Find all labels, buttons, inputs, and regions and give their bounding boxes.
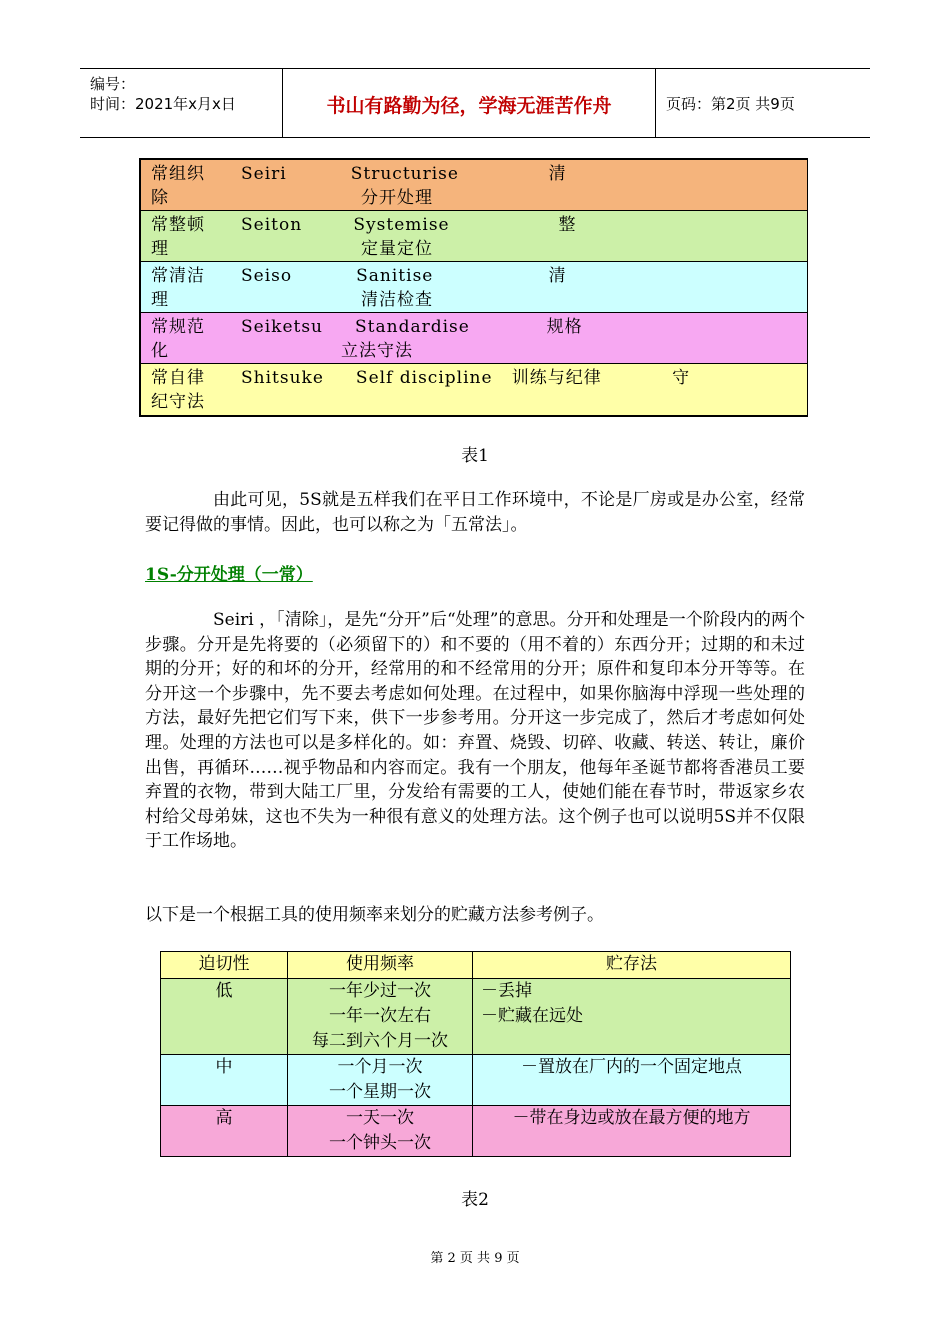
cell-meaning: 定量定位 <box>361 239 433 259</box>
method-line: －贮藏在远处 <box>481 1006 583 1026</box>
cell-urgency: 中 <box>161 1055 288 1106</box>
table1-caption: 表1 <box>461 446 489 466</box>
cell-details: Seiton Systemise 整 <box>241 215 577 235</box>
freq-line: 一个星期一次 <box>329 1082 431 1102</box>
cell-term-cont: 理 <box>151 239 169 259</box>
cell-term-cont: 除 <box>151 188 169 208</box>
header-page-cell <box>656 69 870 137</box>
table-row <box>161 1055 791 1106</box>
number-label: 编号： <box>90 75 136 93</box>
cell-details: Seiri Structurise 清 <box>241 164 567 184</box>
motto: 书山有路勤为径，学海无涯苦作舟 <box>326 95 612 117</box>
table-row <box>161 979 791 1055</box>
cell-urgency: 高 <box>161 1106 288 1157</box>
method-line: －带在身边或放在最方便的地方 <box>512 1108 751 1128</box>
paragraph-table-intro: 以下是一个根据工具的使用频率来划分的贮藏方法参考例子。 <box>145 905 604 925</box>
col-header-frequency: 使用频率 <box>288 952 473 979</box>
cell-method <box>473 979 791 1055</box>
cell-meaning: 清洁检查 <box>361 290 433 310</box>
cell-frequency <box>288 1055 473 1106</box>
cell-term-cont: 化 <box>151 341 169 361</box>
cell-term-cont: 理 <box>151 290 169 310</box>
table-row <box>141 160 807 211</box>
table-header-row <box>161 952 791 979</box>
freq-line: 一个钟头一次 <box>329 1133 431 1153</box>
freq-line: 每二到六个月一次 <box>312 1031 448 1051</box>
cell-term: 常自律 <box>151 368 205 388</box>
cell-urgency: 低 <box>161 979 288 1055</box>
cell-details: Seiketsu Standardise 规格 <box>241 317 583 337</box>
cell-meaning: 立法守法 <box>341 341 413 361</box>
section-heading: 1S-分开处理（一常） <box>145 565 313 585</box>
page-footer: 第 2 页 共 9 页 <box>430 1251 520 1266</box>
cell-term: 常组织 <box>151 164 205 184</box>
freq-line: 一年少过一次 <box>329 981 431 1001</box>
header-motto-cell <box>283 69 656 137</box>
table-row <box>161 1106 791 1157</box>
cell-term: 常清洁 <box>151 266 205 286</box>
freq-line: 一天一次 <box>346 1108 414 1128</box>
table2-caption: 表2 <box>461 1190 489 1210</box>
table-storage <box>160 951 791 1157</box>
freq-line: 一个月一次 <box>337 1057 423 1077</box>
col-header-urgency: 迫切性 <box>161 952 288 979</box>
cell-term: 常整顿 <box>151 215 205 235</box>
cell-details: Seiso Sanitise 清 <box>241 266 567 286</box>
paragraph-seiri: Seiri ，「清除」，是先“分开”后“处理”的意思。分开和处理是一个阶段内的两个步骤。分开是先将要的（必须留下的）和不要的（用不着的）东西分开；过期的和未过期的分开；好的和坏的分开，经常用的和不经常用的分开；原件和复印本分开等等。在分开这一个步骤中，先不要去考虑如何处理。在过程中，如果你脑海中浮现一些处理的方法，最好先把它们写下来，供下一步参考用。分开这一步完成了，然后才考虑如何处理。处理的方法也可以是多样化的。如：弃置、烧毁、切碎、收藏、转送、转让，廉价出售，再循环……视乎物品和内容而定。我有一个朋友，他每年圣诞节都将香港员工要弃置的衣物，带到大陆工厂里，分发给有需要的工人，使她们能在春节时，带返家乡农村给父母弟妹，这也不失为一种很有意义的处理方法。这个例子也可以说明5S并不仅限于工作场地。 <box>145 610 805 852</box>
time-label: 时间：2021年x月x日 <box>90 95 236 113</box>
freq-line: 一年一次左右 <box>329 1006 431 1026</box>
table-row <box>141 364 807 415</box>
page-info: 页码：第2页 共9页 <box>666 95 795 113</box>
table-row <box>141 211 807 262</box>
cell-term-cont: 纪守法 <box>151 392 205 412</box>
cell-method <box>473 1055 791 1106</box>
paragraph-intro: 由此可见，5S就是五样我们在平日工作环境中，不论是厂房或是办公室，经常要记得做的事情。因此，也可以称之为「五常法」。 <box>145 490 805 535</box>
cell-meaning: 分开处理 <box>361 188 433 208</box>
cell-details: Shitsuke Self discipline 训练与纪律 守 <box>241 368 691 388</box>
col-header-method: 贮存法 <box>473 952 791 979</box>
cell-term: 常规范 <box>151 317 205 337</box>
header-meta <box>80 69 283 137</box>
method-line: －丢掉 <box>481 981 532 1001</box>
cell-frequency <box>288 1106 473 1157</box>
table-row <box>141 262 807 313</box>
method-line: －置放在厂内的一个固定地点 <box>521 1057 742 1077</box>
cell-frequency <box>288 979 473 1055</box>
table-5s <box>139 158 808 417</box>
cell-method <box>473 1106 791 1157</box>
table-row <box>141 313 807 364</box>
page-header <box>80 68 870 138</box>
